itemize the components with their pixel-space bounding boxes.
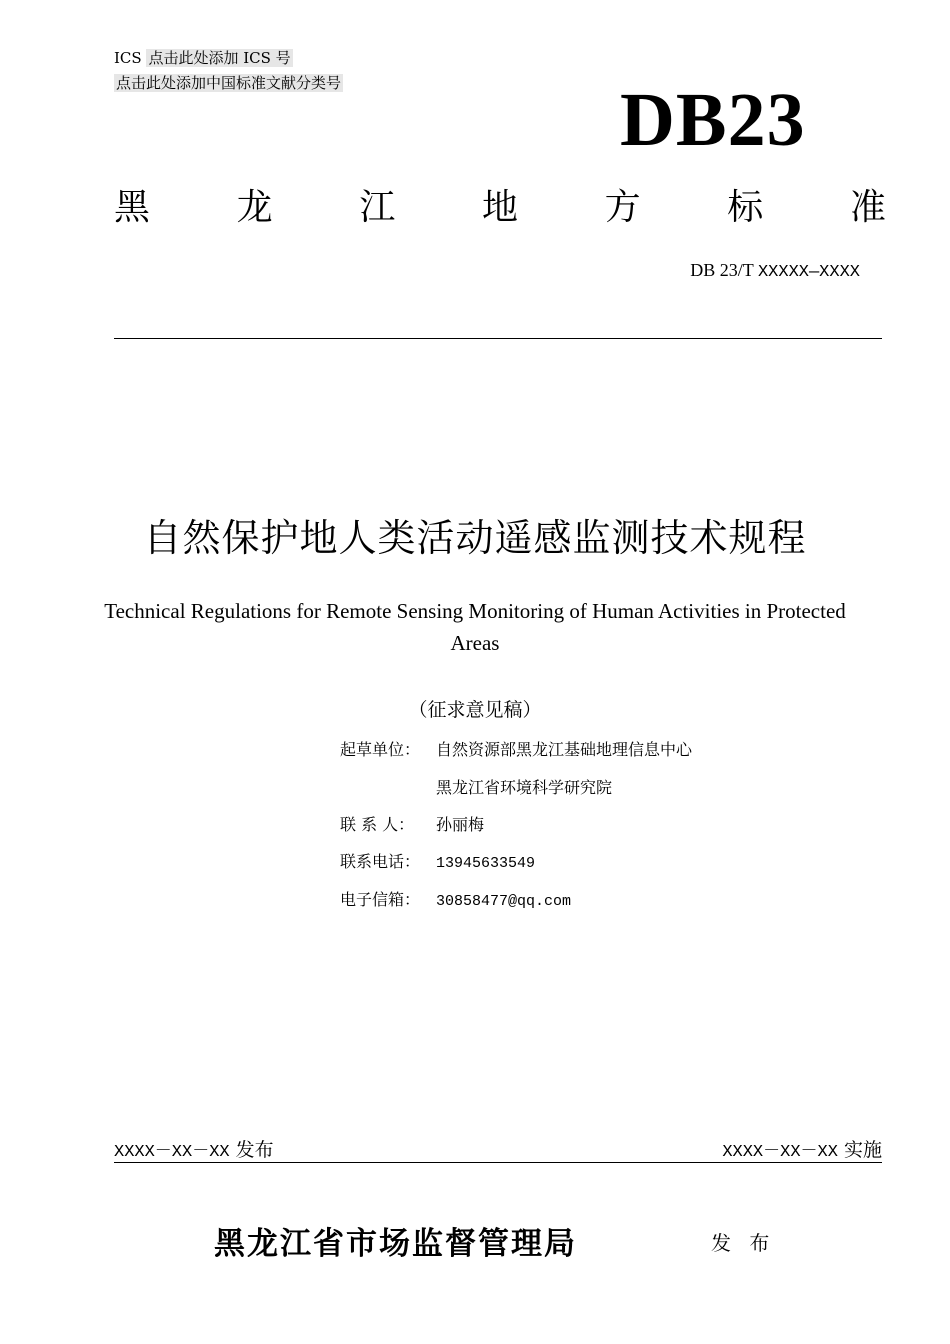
footer-divider [114, 1162, 882, 1163]
publish-date [114, 1138, 274, 1165]
classification-placeholder[interactable]: 点击此处添加中国标准文献分类号 [116, 74, 342, 92]
issue-word: 发 布 [711, 1231, 776, 1255]
drafter-unit-1: 自然资源部黑龙江基础地理信息中心 [436, 740, 693, 759]
ics-line [114, 48, 293, 68]
standard-number-code: XXXXX—XXXX [757, 263, 860, 282]
dates-row [114, 1138, 882, 1162]
implement-date [722, 1138, 882, 1165]
phone-row [340, 851, 535, 875]
implement-date-value: XXXX－XX－XX [722, 1143, 838, 1162]
contact-person-label: 联 系 人： [340, 815, 415, 834]
standard-type-char: 准 [849, 187, 886, 228]
title-chinese: 自然保护地人类活动遥感监测技术规程 [143, 516, 807, 560]
title-english: Technical Regulations for Remote Sensing Monitoring of Human Activities in Protected Areas [104, 599, 846, 655]
email-address[interactable]: 30858477@qq.com [436, 893, 572, 910]
email-row [340, 889, 571, 913]
header-divider [114, 338, 882, 339]
standard-type-char: 龙 [236, 187, 273, 228]
contact-person: 孙丽梅 [436, 815, 485, 834]
standard-type-char: 黑 [114, 187, 151, 228]
publish-label: 发布 [235, 1139, 274, 1161]
standard-number-prefix: DB 23/T [690, 260, 754, 280]
drafter-unit-2: 黑龙江省环境科学研究院 [436, 778, 613, 797]
implement-label: 实施 [843, 1139, 882, 1161]
email-label: 电子信箱： [340, 890, 421, 909]
standard-type-char: 标 [727, 187, 764, 228]
standard-type-heading [114, 186, 886, 230]
standard-type-char: 地 [481, 187, 518, 228]
classification-line [114, 73, 343, 93]
drafter-row-2 [436, 777, 612, 799]
standard-type-char: 方 [604, 187, 641, 228]
contact-person-row [340, 814, 484, 836]
draft-note: （征求意见稿） [408, 699, 542, 721]
drafter-label: 起草单位： [340, 740, 421, 759]
phone-label: 联系电话： [340, 852, 421, 871]
ics-prefix: ICS [114, 49, 142, 67]
db-code-logo: DB23 [620, 78, 806, 162]
standard-type-char: 江 [359, 187, 396, 228]
standard-number [560, 258, 860, 285]
publish-date-value: XXXX－XX－XX [114, 1143, 230, 1162]
phone-number: 13945633549 [436, 855, 536, 872]
drafter-row [340, 739, 692, 761]
ics-number-placeholder[interactable]: 点击此处添加 ICS 号 [148, 49, 291, 67]
issuing-authority: 黑龙江省市场监督管理局 [214, 1226, 577, 1262]
